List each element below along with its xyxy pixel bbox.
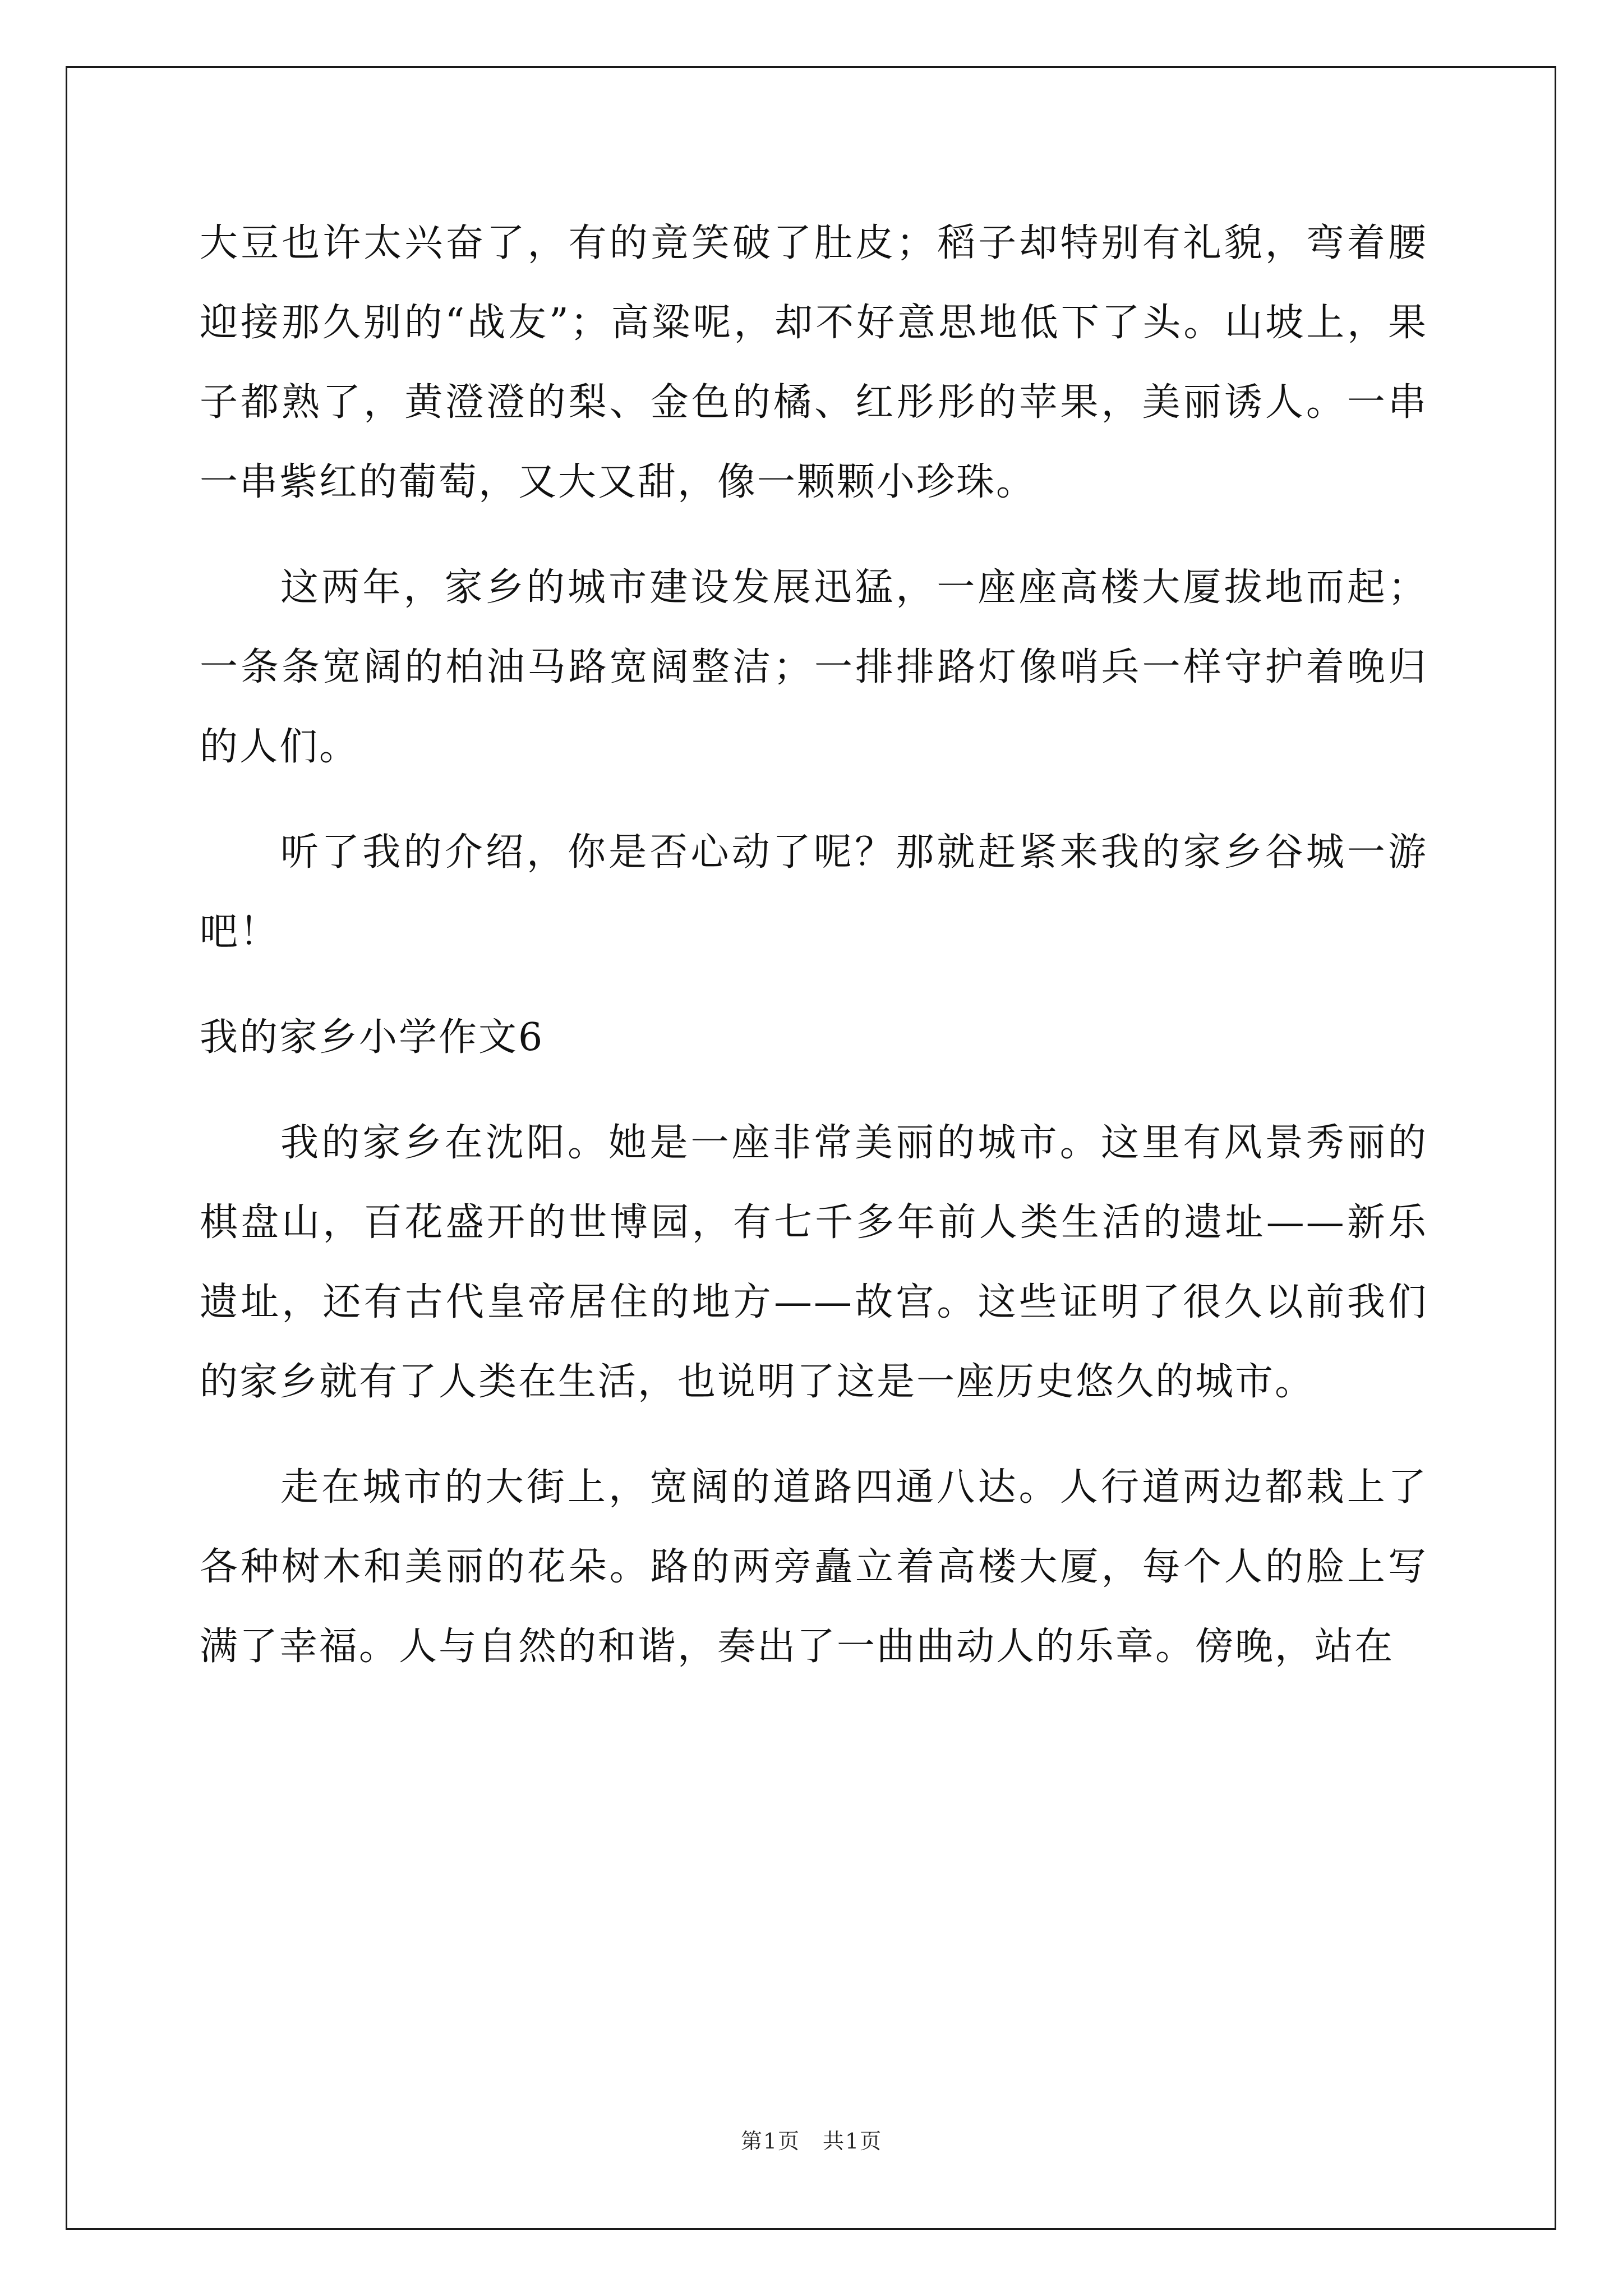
essay-heading: 我的家乡小学作文6 [200,1015,545,1060]
paragraph-shenyang-intro: 我的家乡在沈阳。她是一座非常美丽的城市。这里有风景秀丽的棋盘山，百花盛开的世博园，有七千多年前人类生活的遗址——新乐遗址，还有古代皇帝居住的地方——故宫。这些证明了很久以前我们的家乡就有了人类在生活，也说明了这是一座历史悠久的城市。 [200,1121,1428,1404]
paragraph-continued: 大豆也许太兴奋了，有的竟笑破了肚皮；稻子却特别有礼貌，弯着腰迎接那久别的“战友”；高粱呢，却不好意思地低下了头。山坡上，果子都熟了，黄澄澄的梨、金色的橘、红彤彤的苹果，美丽诱人。一串一串紫红的葡萄，又大又甜，像一颗颗小珍珠。 [200,221,1428,504]
page-footer: 第1页 共1页 [740,2129,883,2154]
document-body [200,204,1428,1713]
paragraph-city-development: 这两年，家乡的城市建设发展迅猛，一座座高楼大厦拔地而起；一条条宽阔的柏油马路宽阔整洁；一排排路灯像哨兵一样守护着晚归的人们。 [200,565,1428,769]
paragraph-invitation: 听了我的介绍，你是否心动了呢？那就赶紧来我的家乡谷城一游吧！ [200,830,1428,954]
paragraph-street-scene: 走在城市的大街上，宽阔的道路四通八达。人行道两边都栽上了各种树木和美丽的花朵。路的两旁矗立着高楼大厦，每个人的脸上写满了幸福。人与自然的和谐，奏出了一曲曲动人的乐章。傍晚，站在 [200,1465,1428,1669]
